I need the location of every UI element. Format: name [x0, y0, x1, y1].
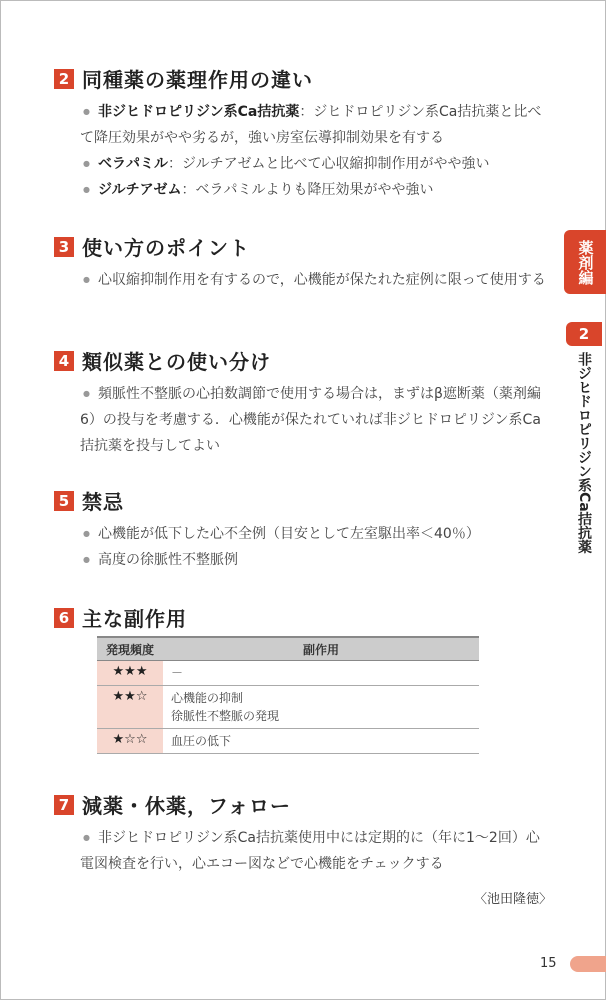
section-7 [54, 790, 550, 877]
section-title: 主な副作用 [82, 607, 187, 631]
list-item: ● 非ジヒドロピリジン系Ca拮抗薬：ジヒドロピリジン系Ca拮抗薬と比べて降圧効果がやや劣るが，強い房室伝導抑制効果を有する [54, 99, 550, 151]
page-tab [570, 956, 606, 972]
list-item: ● ベラパミル：ジルチアゼムと比べて心収縮抑制作用がやや強い [54, 151, 550, 177]
section-5 [54, 486, 550, 573]
section-title: 同種薬の薬理作用の違い [82, 68, 313, 92]
table-row: ★★★ － [97, 661, 479, 686]
list-item: ● 高度の徐脈性不整脈例 [54, 547, 550, 573]
part-tab-label: 薬剤編 [576, 239, 595, 285]
section-number: 2 [54, 69, 74, 89]
table-header: 副作用 [163, 637, 479, 661]
section-number: 4 [54, 351, 74, 371]
section-title: 減薬・休薬，フォロー [82, 794, 291, 818]
author: 〈池田隆徳〉 [474, 892, 553, 907]
section-title: 使い方のポイント [82, 236, 250, 260]
section-number: 7 [54, 795, 74, 815]
list-item: ● 非ジヒドロピリジン系Ca拮抗薬使用中には定期的に（年に1～2回）心電図検査を行い，心エコー図などで心機能をチェックする [54, 825, 550, 877]
section-4 [54, 346, 550, 459]
list-item: ● 心収縮抑制作用を有するので，心機能が保たれた症例に限って使用する [54, 267, 550, 293]
page-number: 15 [540, 956, 557, 971]
list-item: ● 頻脈性不整脈の心拍数調節で使用する場合は，まずはβ遮断薬（薬剤編6）の投与を考慮する．心機能が保たれていれば非ジヒドロピリジン系Ca拮抗薬を投与してよい [54, 381, 550, 459]
table-header: 発現頻度 [97, 637, 163, 661]
part-tab [564, 230, 606, 294]
section-number: 3 [54, 237, 74, 257]
chapter-number: 2 [566, 322, 602, 346]
section-2 [54, 64, 550, 203]
section-title: 禁忌 [82, 490, 124, 514]
table-row: ★☆☆ 血圧の低下 [97, 729, 479, 754]
chapter-title: 非ジヒドロピリジン系Ca拮抗薬 [576, 352, 592, 554]
section-number: 6 [54, 608, 74, 628]
section-6 [54, 603, 187, 632]
section-title: 類似薬との使い分け [82, 350, 271, 374]
section-3 [54, 232, 550, 293]
section-number: 5 [54, 491, 74, 511]
side-effects-table [97, 636, 479, 754]
list-item: ● ジルチアゼム：ベラパミルよりも降圧効果がやや強い [54, 177, 550, 203]
list-item: ● 心機能が低下した心不全例（目安として左室駆出率＜40％） [54, 521, 550, 547]
table-row: ★★☆ 心機能の抑制 徐脈性不整脈の発現 [97, 686, 479, 729]
